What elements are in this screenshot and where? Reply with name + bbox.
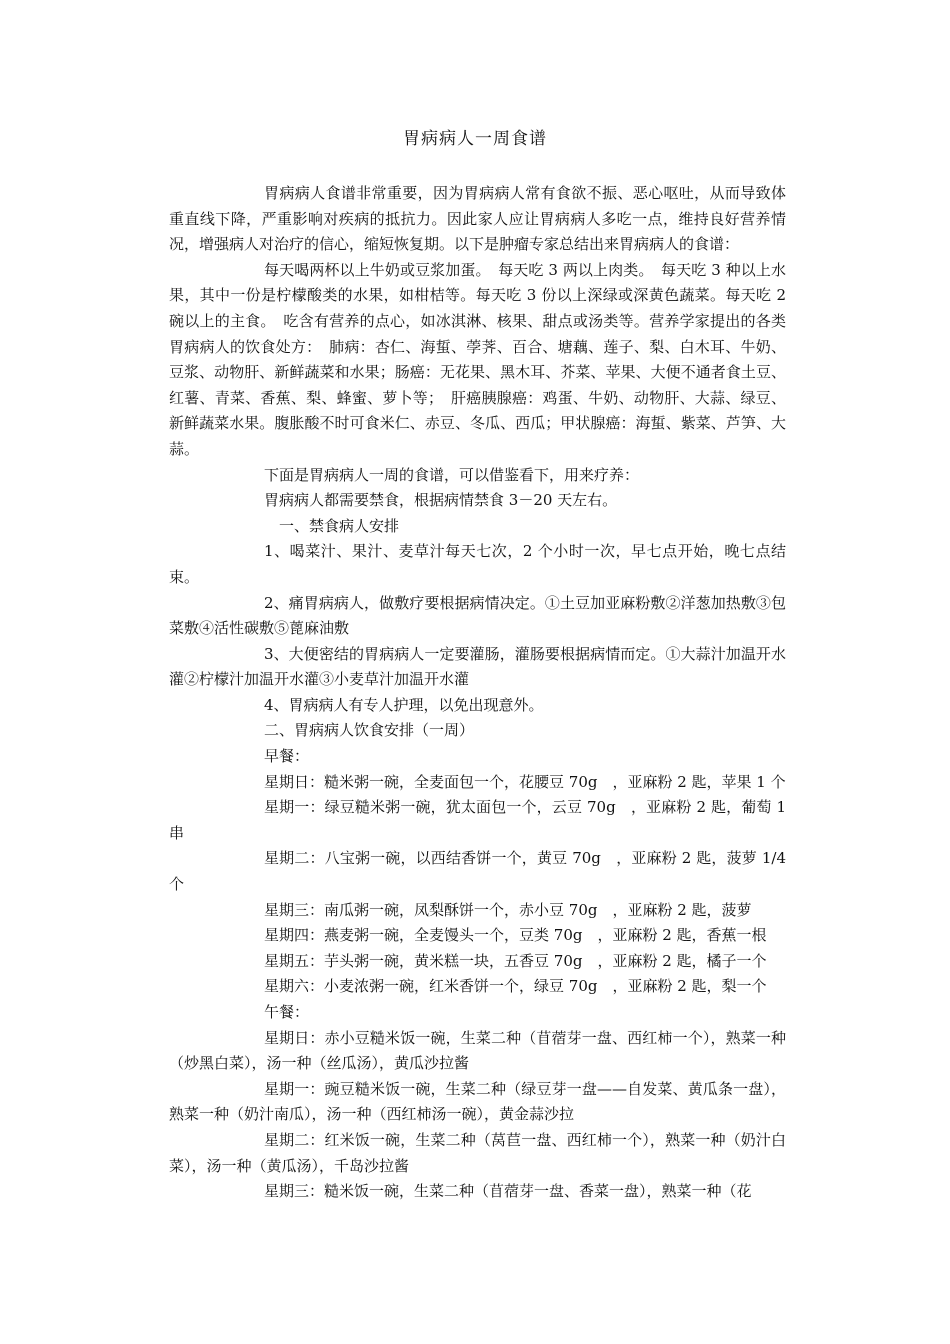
page-title: 胃病病人一周食谱 bbox=[403, 129, 547, 149]
lunch-label: 午餐： bbox=[264, 1003, 310, 1021]
section2-heading: 二、胃病病人饮食安排（一周） bbox=[264, 721, 475, 740]
section1-item: 4、胃病病人有专人护理，以免出现意外。 bbox=[264, 695, 544, 714]
breakfast-item: 星期四：燕麦粥一碗，全麦馒头一个，豆类 70g ，亚麻粉 2 匙，香蕉一根 bbox=[264, 926, 767, 945]
breakfast-item: 星期六：小麦浓粥一碗，红米香饼一个，绿豆 70g ，亚麻粉 2 匙，梨一个 bbox=[264, 977, 767, 996]
breakfast-item: 星期日：糙米粥一碗，全麦面包一个，花腰豆 70g ，亚麻粉 2 匙，苹果 1 个 bbox=[264, 772, 786, 791]
breakfast-item: 星期一：绿豆糙米粥一碗，犹太面包一个，云豆 70g ，亚麻粉 2 匙，葡萄 1 串 bbox=[169, 798, 786, 842]
intro-paragraph: 胃病病人食谱非常重要，因为胃病病人常有食欲不振、恶心呕吐，从而导致体重直线下降，严重影响对疾病的抵抗力。因此家人应让胃病病人多吃一点，维持良好营养情况，增强病人对治疗的信心，缩短恢复期。以下是肿瘤专家总结出来胃病病人的食谱： bbox=[169, 184, 786, 254]
weekly-recipe-intro: 下面是胃病病人一周的食谱，可以借鉴看下，用来疗养： bbox=[264, 465, 640, 484]
section1-item: 1、喝菜汁、果汁、麦草汁每天七次，2 个小时一次，早七点开始，晚七点结束。 bbox=[169, 542, 786, 586]
breakfast-item: 星期五：芋头粥一碗，黄米糕一块，五香豆 70g ，亚麻粉 2 匙，橘子一个 bbox=[264, 951, 767, 970]
lunch-item: 星期三：糙米饭一碗，生菜二种（苜蓿芽一盘、香菜一盘），熟菜一种（花 bbox=[264, 1182, 752, 1201]
breakfast-item: 星期二：八宝粥一碗，以西结香饼一个，黄豆 70g ，亚麻粉 2 匙，菠萝 1/4 个 bbox=[169, 849, 786, 894]
document-body bbox=[169, 181, 786, 1205]
lunch-item: 星期二：红米饭一碗，生菜二种（莴苣一盘、西红柿一个），熟菜一种（奶汁白菜），汤一种（黄瓜汤），千岛沙拉酱 bbox=[169, 1130, 786, 1175]
breakfast-item: 星期三：南瓜粥一碗，凤梨酥饼一个，赤小豆 70g ，亚麻粉 2 匙，菠萝 bbox=[264, 900, 752, 919]
lunch-item: 星期一：豌豆糙米饭一碗，生菜二种（绿豆芽一盘——自发菜、黄瓜条一盘），熟菜一种（奶汁南瓜），汤一种（西红柿汤一碗），黄金蒜沙拉 bbox=[169, 1079, 786, 1124]
fasting-note: 胃病病人都需要禁食，根据病情禁食 3－20 天左右。 bbox=[264, 491, 618, 510]
section1-item: 2、痛胃病病人，做敷疗要根据病情决定。①土豆加亚麻粉敷②洋葱加热敷③包菜敷④活性碳敷⑤蓖麻油敷 bbox=[169, 593, 786, 638]
diet-advice-paragraph: 每天喝两杯以上牛奶或豆浆加蛋。 每天吃 3 两以上肉类。 每天吃 3 种以上水果，其中一份是柠檬酸类的水果，如柑桔等。每天吃 3 份以上深绿或深黄色蔬菜。每天吃 2 碗以上的主食。 吃含有营养的点心，如冰淇淋、核果、甜点或汤类等。营养学家提出的各类胃病病人的饮食处方： 肺病：杏仁、海蜇、荸荠、百合、塘藕、莲子、梨、白木耳、牛奶、豆浆、动物肝、新鲜蔬菜和水果；肠癌：无花果、黑木耳、芥菜、苹果、大便不通者食土豆、红薯、青菜、香蕉、梨、蜂蜜、萝卜等； 肝癌胰腺癌：鸡蛋、牛奶、动物肝、大蒜、绿豆、新鲜蔬菜水果。腹胀酸不时可食米仁、赤豆、冬瓜、西瓜；甲状腺癌：海蜇、紫菜、芦笋、大蒜。 bbox=[169, 260, 786, 458]
section1-heading: 一、禁食病人安排 bbox=[279, 516, 400, 535]
lunch-item: 星期日：赤小豆糙米饭一碗，生菜二种（苜蓿芽一盘、西红柿一个），熟菜一种（炒黑白菜），汤一种（丝瓜汤），黄瓜沙拉酱 bbox=[169, 1028, 786, 1073]
breakfast-label: 早餐： bbox=[264, 747, 310, 766]
section1-item: 3、大便密结的胃病病人一定要灌肠，灌肠要根据病情而定。①大蒜汁加温开水灌②柠檬汁加温开水灌③小麦草汁加温开水灌 bbox=[169, 644, 786, 689]
